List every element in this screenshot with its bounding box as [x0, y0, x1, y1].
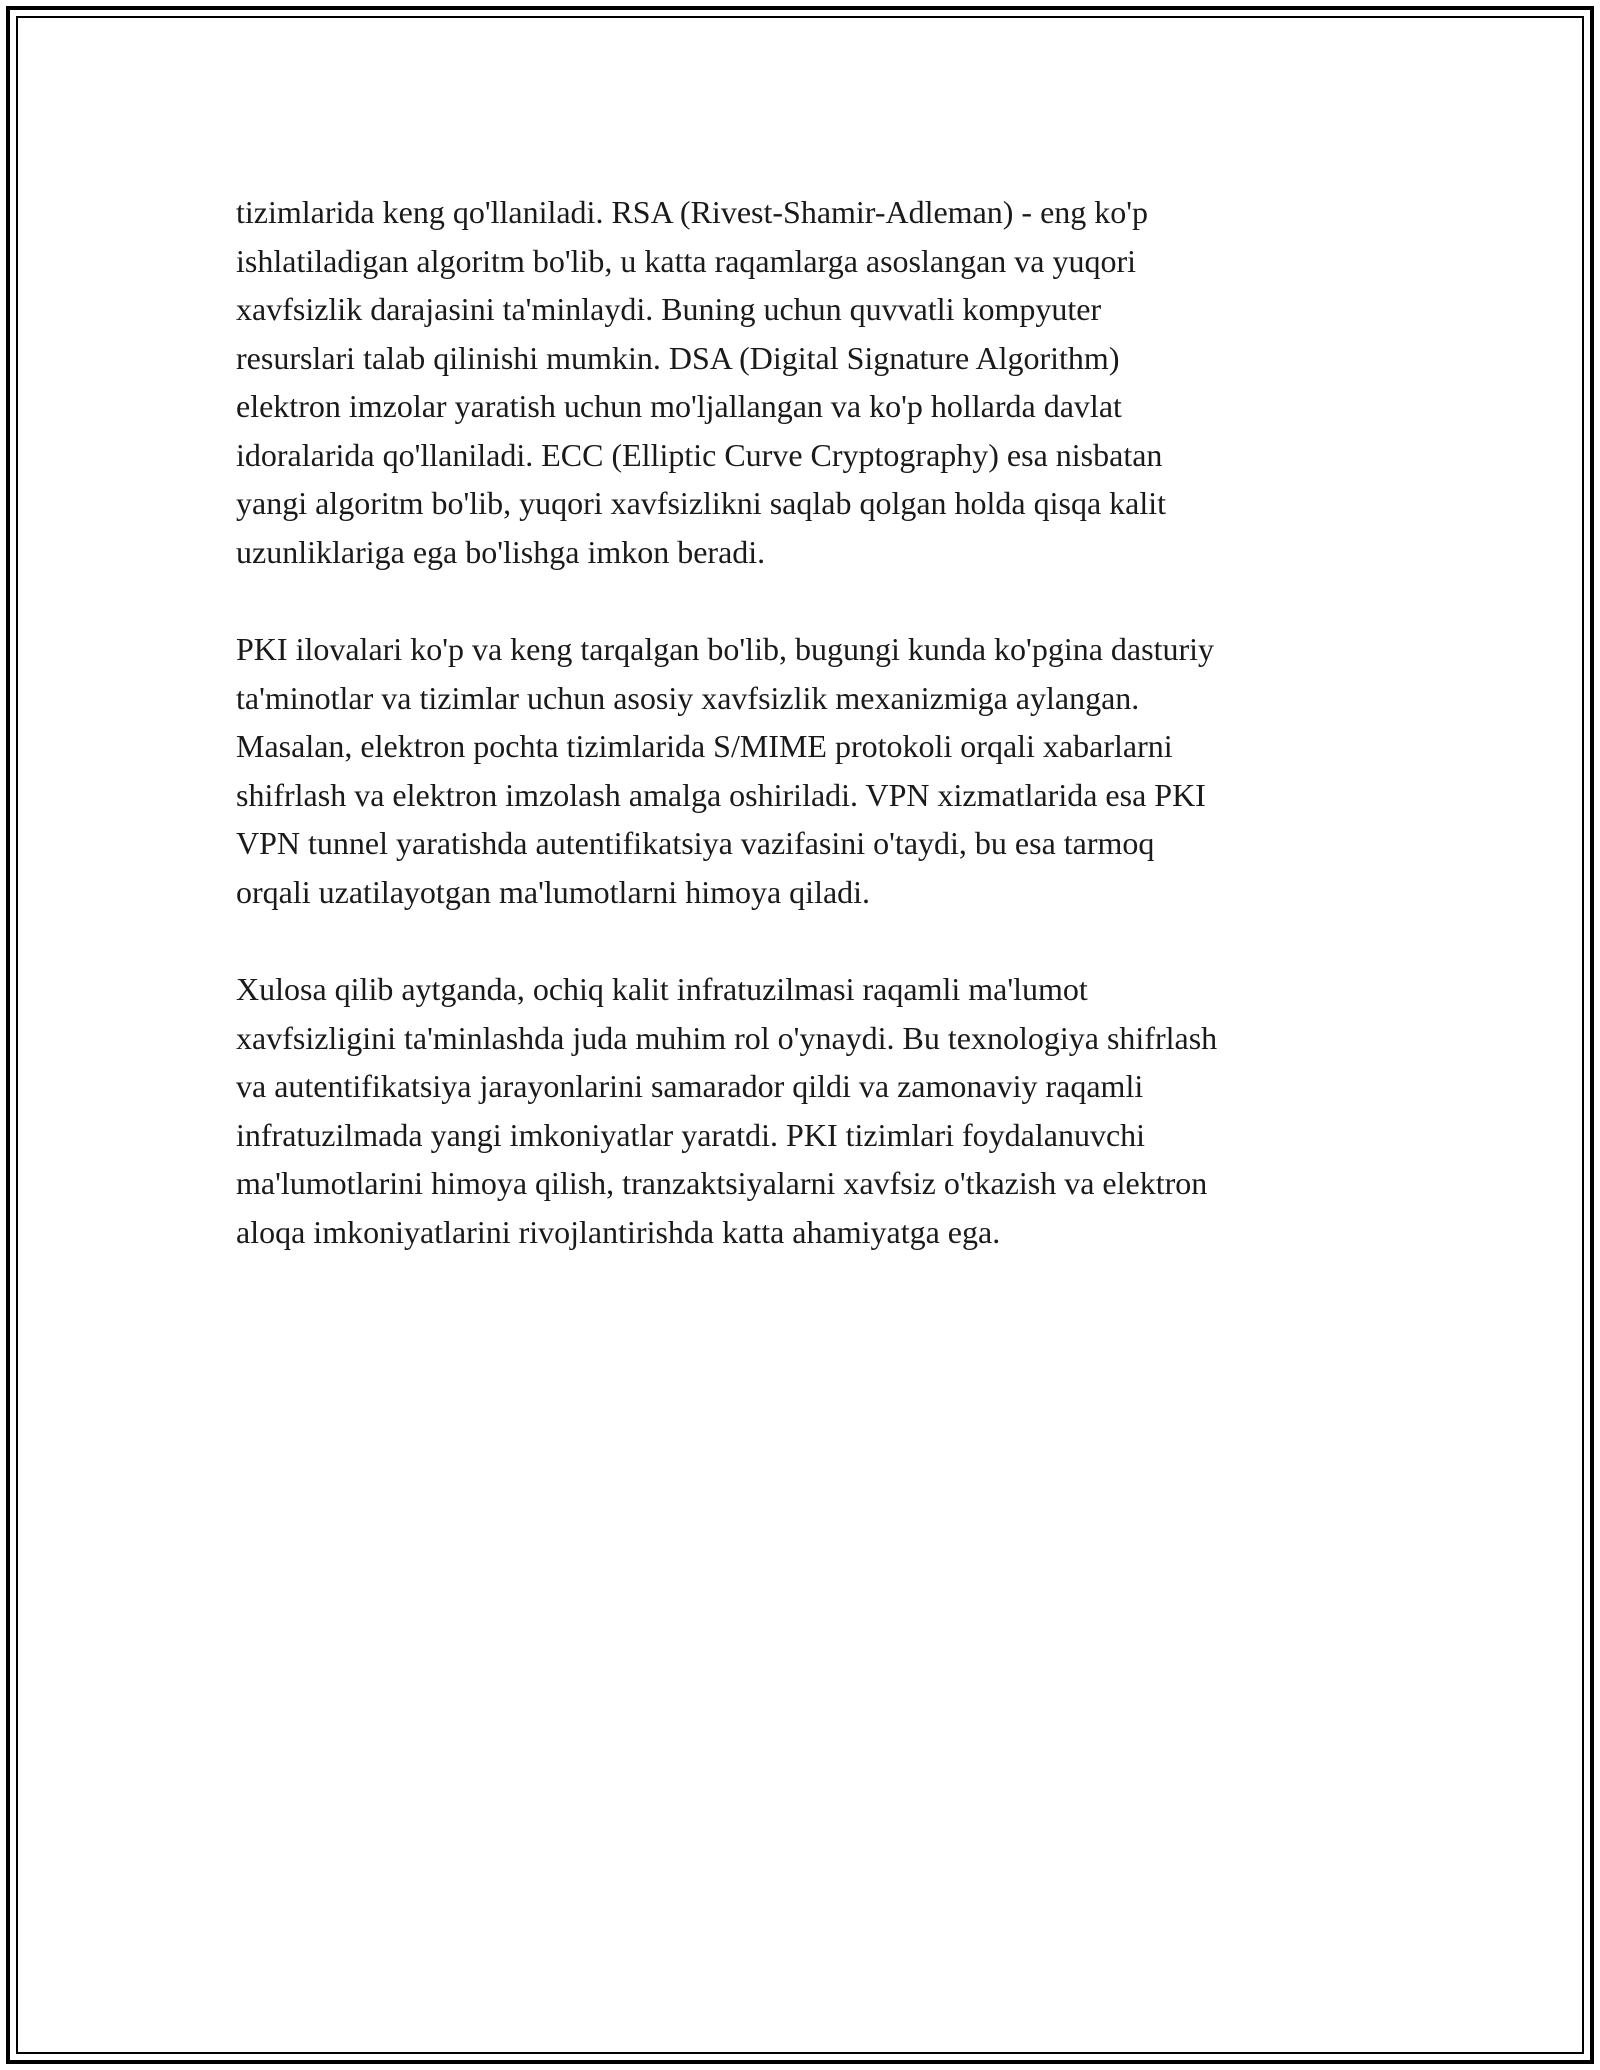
text-line: va autentifikatsiya jarayonlarini samarador qildi va zamonaviy raqamli — [236, 1068, 1144, 1104]
text-line: idoralarida qo'llaniladi. ECC (Elliptic Curve Cryptography) esa nisbatan — [236, 436, 1163, 473]
paragraph-pki-applications — [236, 625, 1376, 916]
text-line: PKI ilovalari ko'p va keng tarqalgan bo'lib, bugungi kunda ko'pgina dasturiy — [236, 631, 1214, 667]
text-line: yangi algoritm bo'lib, yuqori xavfsizlikni saqlab qolgan holda qisqa kalit — [236, 485, 1167, 521]
text-line: orqali uzatilayotgan ma'lumotlarni himoya qiladi. — [236, 873, 871, 910]
text-line: elektron imzolar yaratish uchun mo'ljallangan va ko'p hollarda davlat — [236, 388, 1122, 424]
text-line: Masalan, elektron pochta tizimlarida S/MIME protokoli orqali xabarlarni — [236, 728, 1173, 764]
paragraph-algorithms — [236, 188, 1376, 576]
text-line: xavfsizlik darajasini ta'minlaydi. Buning uchun quvvatli kompyuter — [236, 291, 1102, 327]
text-line: infratuzilmada yangi imkoniyatlar yaratdi. PKI tizimlari foydalanuvchi — [236, 1116, 1146, 1153]
text-line: ma'lumotlarini himoya qilish, tranzaktsiyalarni xavfsiz o'tkazish va elektron — [236, 1165, 1208, 1201]
text-line: resurslari talab qilinishi mumkin. DSA (Digital Signature Algorithm) — [236, 339, 1120, 376]
paragraph-conclusion — [236, 965, 1376, 1256]
text-line: xavfsizligini ta'minlashda juda muhim rol o'ynaydi. Bu texnologiya shifrlash — [236, 1019, 1218, 1056]
text-line: tizimlarida keng qo'llaniladi. RSA (Rivest-Shamir-Adleman) - eng ko'p — [236, 194, 1149, 230]
text-line: aloqa imkoniyatlarini rivojlantirishda katta ahamiyatga ega. — [236, 1213, 1001, 1250]
document-body — [236, 188, 1376, 1305]
text-line: uzunliklariga ega bo'lishga imkon beradi. — [236, 533, 766, 570]
text-line: VPN tunnel yaratishda autentifikatsiya vazifasini o'taydi, bu esa tarmoq — [236, 825, 1155, 861]
text-line: ishlatiladigan algoritm bo'lib, u katta raqamlarga asoslangan va yuqori — [236, 242, 1137, 279]
text-line: Xulosa qilib aytganda, ochiq kalit infratuzilmasi raqamli ma'lumot — [236, 971, 1088, 1007]
text-line: ta'minotlar va tizimlar uchun asosiy xavfsizlik mexanizmiga aylangan. — [236, 679, 1140, 716]
text-line: shifrlash va elektron imzolash amalga oshiriladi. VPN xizmatlarida esa PKI — [236, 776, 1206, 813]
